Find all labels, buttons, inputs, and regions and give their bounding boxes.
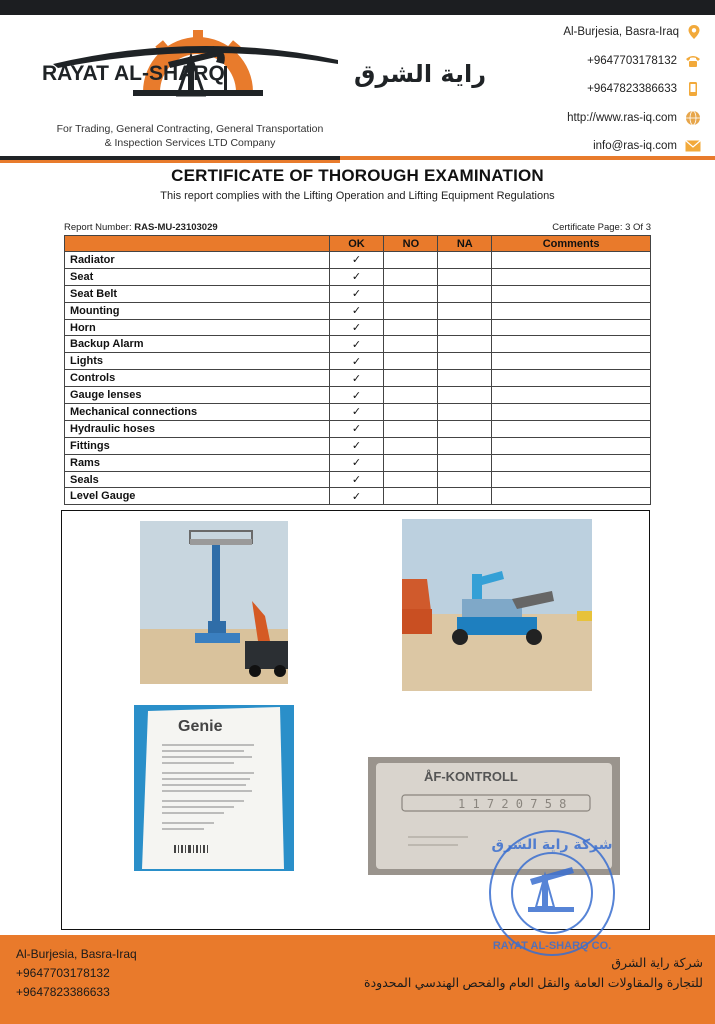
item-label: Rams — [65, 454, 330, 471]
ok-cell: ✓ — [329, 252, 384, 269]
no-cell — [384, 454, 438, 471]
comments-cell — [492, 370, 651, 387]
genie-brand-text: Genie — [178, 718, 223, 735]
plate-brand-text: ÅF-KONTROLL — [424, 769, 518, 784]
table-row — [65, 471, 651, 488]
table-row — [65, 404, 651, 421]
na-cell — [438, 420, 492, 437]
contact-phone1-row — [563, 47, 701, 76]
header-divider-orange-lower — [0, 160, 340, 163]
na-cell — [438, 370, 492, 387]
comments-cell — [492, 336, 651, 353]
no-cell — [384, 353, 438, 370]
table-row — [65, 488, 651, 505]
header-item — [65, 236, 330, 252]
item-label: Lights — [65, 353, 330, 370]
na-cell — [438, 319, 492, 336]
comments-cell — [492, 353, 651, 370]
ok-cell: ✓ — [329, 370, 384, 387]
no-cell — [384, 437, 438, 454]
comments-cell — [492, 437, 651, 454]
ok-cell: ✓ — [329, 353, 384, 370]
na-cell — [438, 437, 492, 454]
ok-cell: ✓ — [329, 454, 384, 471]
na-cell — [438, 454, 492, 471]
no-cell — [384, 387, 438, 404]
no-cell — [384, 488, 438, 505]
contact-phone-2: +9647823386633 — [587, 83, 677, 96]
company-logo — [38, 22, 487, 122]
item-label: Seals — [65, 471, 330, 488]
table-row — [65, 285, 651, 302]
comments-cell — [492, 268, 651, 285]
table-row — [65, 370, 651, 387]
ok-cell: ✓ — [329, 404, 384, 421]
item-label: Hydraulic hoses — [65, 420, 330, 437]
table-row — [65, 268, 651, 285]
na-cell — [438, 488, 492, 505]
company-tagline — [0, 122, 380, 150]
no-cell — [384, 404, 438, 421]
header-divider-orange — [340, 156, 715, 160]
photo-boom-lift-extended — [140, 521, 288, 684]
ok-cell: ✓ — [329, 387, 384, 404]
contact-website[interactable]: http://www.ras-iq.com — [567, 111, 677, 124]
no-cell — [384, 336, 438, 353]
top-bar — [0, 0, 715, 15]
brand-name-en: RAYAT AL-SHARQ — [42, 62, 225, 85]
mobile-phone-icon — [685, 81, 701, 97]
item-label: Gauge lenses — [65, 387, 330, 404]
comments-cell — [492, 387, 651, 404]
telephone-icon — [685, 54, 701, 68]
na-cell — [438, 404, 492, 421]
comments-cell — [492, 285, 651, 302]
item-label: Horn — [65, 319, 330, 336]
header-no: NO — [384, 236, 438, 252]
ok-cell: ✓ — [329, 319, 384, 336]
header-na: NA — [438, 236, 492, 252]
footer-company-ar: شركة راية الشرق — [611, 956, 703, 970]
report-number-value: RAS-MU-23103029 — [134, 222, 218, 233]
comments-cell — [492, 488, 651, 505]
item-label: Mechanical connections — [65, 404, 330, 421]
report-number — [64, 222, 218, 233]
table-row — [65, 319, 651, 336]
na-cell — [438, 268, 492, 285]
tagline-line-2: & Inspection Services LTD Company — [104, 137, 276, 149]
item-label: Radiator — [65, 252, 330, 269]
inspection-table-body — [65, 252, 651, 505]
comments-cell — [492, 252, 651, 269]
inspection-table — [64, 235, 651, 505]
contact-address-row — [563, 18, 701, 47]
table-row — [65, 420, 651, 437]
na-cell — [438, 336, 492, 353]
item-label: Backup Alarm — [65, 336, 330, 353]
item-label: Seat — [65, 268, 330, 285]
table-row — [65, 252, 651, 269]
comments-cell — [492, 404, 651, 421]
brand-name-ar: راية الشرق — [354, 60, 487, 88]
na-cell — [438, 387, 492, 404]
na-cell — [438, 285, 492, 302]
footer-description-ar: للتجارة والمقاولات العامة والنقل العام والفحص الهندسي المحدودة — [364, 976, 703, 990]
photo-genie-label — [134, 705, 294, 871]
ok-cell: ✓ — [329, 471, 384, 488]
ok-cell: ✓ — [329, 302, 384, 319]
contact-phone-1: +9647703178132 — [587, 54, 677, 67]
na-cell — [438, 471, 492, 488]
no-cell — [384, 471, 438, 488]
table-row — [65, 353, 651, 370]
table-row — [65, 336, 651, 353]
ok-cell: ✓ — [329, 285, 384, 302]
no-cell — [384, 319, 438, 336]
company-stamp — [482, 815, 622, 965]
header-ok: OK — [329, 236, 384, 252]
certificate-page: Certificate Page: 3 Of 3 — [552, 222, 651, 233]
no-cell — [384, 252, 438, 269]
ok-cell: ✓ — [329, 488, 384, 505]
footer-address: Al-Burjesia, Basra-Iraq — [16, 947, 137, 961]
tagline-line-1: For Trading, General Contracting, General Transportation — [56, 123, 324, 135]
footer-phone-1: +9647703178132 — [16, 966, 110, 980]
item-label: Controls — [65, 370, 330, 387]
header-comments: Comments — [492, 236, 651, 252]
item-label: Seat Belt — [65, 285, 330, 302]
envelope-icon — [685, 140, 701, 152]
document-title: CERTIFICATE OF THOROUGH EXAMINATION — [171, 166, 544, 185]
table-row — [65, 302, 651, 319]
ok-cell: ✓ — [329, 420, 384, 437]
no-cell — [384, 285, 438, 302]
comments-cell — [492, 302, 651, 319]
plate-number-text: 1 1 7 2 0 7 5 8 — [458, 797, 567, 811]
item-label: Fittings — [65, 437, 330, 454]
ok-cell: ✓ — [329, 268, 384, 285]
contact-website-row — [563, 104, 701, 133]
footer-phone-2: +9647823386633 — [16, 985, 110, 999]
item-label: Mounting — [65, 302, 330, 319]
no-cell — [384, 268, 438, 285]
comments-cell — [492, 420, 651, 437]
header-contact — [563, 18, 701, 161]
ok-cell: ✓ — [329, 336, 384, 353]
report-number-label: Report Number: — [64, 222, 135, 233]
table-header-row — [65, 236, 651, 252]
globe-icon — [685, 110, 701, 126]
footer-contact — [16, 945, 137, 1002]
stamp-text-en: RAYAT AL-SHARQ CO. — [492, 940, 612, 952]
na-cell — [438, 252, 492, 269]
no-cell — [384, 420, 438, 437]
no-cell — [384, 370, 438, 387]
photo-boom-lift-lowered — [402, 519, 592, 691]
comments-cell — [492, 454, 651, 471]
contact-email[interactable]: info@ras-iq.com — [593, 140, 677, 153]
contact-address: Al-Burjesia, Basra-Iraq — [563, 26, 679, 39]
table-row — [65, 387, 651, 404]
item-label: Level Gauge — [65, 488, 330, 505]
stamp-text-ar: شركة راية الشرق — [491, 837, 613, 853]
document-subtitle: This report complies with the Lifting Operation and Lifting Equipment Regulations — [160, 190, 555, 202]
contact-phone2-row — [563, 75, 701, 104]
ok-cell: ✓ — [329, 437, 384, 454]
na-cell — [438, 353, 492, 370]
table-row — [65, 454, 651, 471]
no-cell — [384, 302, 438, 319]
na-cell — [438, 302, 492, 319]
location-pin-icon — [687, 24, 701, 40]
comments-cell — [492, 471, 651, 488]
table-row — [65, 437, 651, 454]
comments-cell — [492, 319, 651, 336]
